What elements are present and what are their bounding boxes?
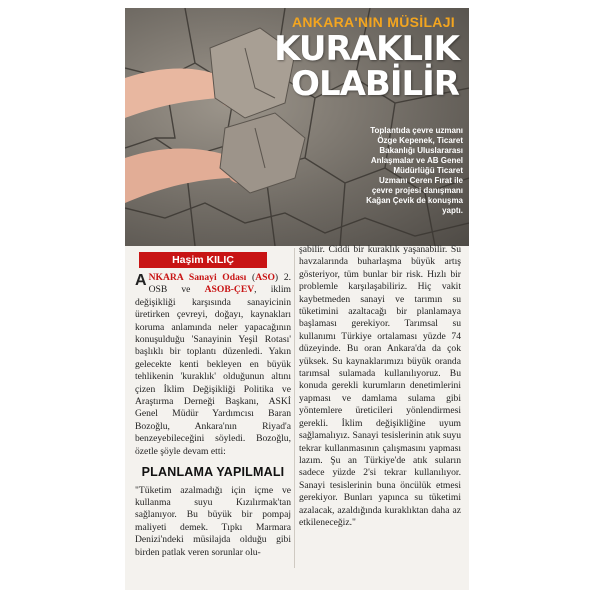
photo-caption: Toplantıda çevre uzmanı Özge Kepenek, Ticaret Bakanlığı Uluslararası Anlaşmalar ve AB Genel Müdürlüğü Ticaret Uzmanı Ceren Fırat ile çevre projesi danışmanı Kağan Çevik de konuşma yaptı.	[366, 126, 463, 215]
lead-text-2: , iklim değişikliği karşısında sanayicinin üretirken çevreyi, doğayı, kaynakları koruma anlamında neler yapacağının konuşulduğu 'Sanayinin Yeşil Rotası' başlıklı bir toplantı düzenledi. Yakın gelecekte kenti bekleyen en büyük tehlikenin 'kuraklık' olduğunun altını çizen İklim Değişikliği Politika ve Araştırma Derneği Başkanı, ASKİ Genel Müdür Yardımcısı Baran Bozoğlu, Ankara'nın Riyad'a benzeyebileceğini söyledi. Bozoğlu, özetle şöyle devam etti:	[135, 284, 291, 457]
org-name-asob-cev: ASOB-ÇEV	[204, 284, 255, 296]
drought-photo	[125, 8, 469, 246]
org-name-aso: NKARA Sanayi Odası	[148, 272, 247, 283]
article-column-left	[135, 272, 291, 559]
column-divider	[294, 248, 295, 568]
headline-line-2: OLABİLİR	[291, 64, 459, 104]
newspaper-clipping	[125, 8, 469, 590]
org-abbr-aso: ASO	[255, 272, 275, 283]
article-column-right	[299, 244, 461, 529]
body-text-right: şabilir. Ciddi bir kuraklık yaşanabilir. Su havzalarında buharlaşma büyük artış gösteriyor, tüm bunlar bir risk. Hızlı bir problemle karşılaşabiliriz. Hiç vakit kaybetmeden sanayi ve tarımın su tüketimini azaltacağı bir planlamaya başlaması gerekiyor. Tarımsal su kullanımı Türkiye ortalaması yüzde 74 düzeyinde. Bu oran Ankara'da da çok yüksek. Su kaynaklarımızı büyük oranda tarımsal sulamada kullanılıyoruz. Bu konuda gerekli kurumların denetimlerini yapması ve damlama sulama gibi yöntemlere üreticileri yönlendirmesi gerekli. İklim değişikliğine uyum sağlamalıyız. Sanayi tesislerinin atık suyu tekrar kullanmasının çalışmasını yapması lazım. Şu an Türkiye'de atık suların sadece yüzde 2'si tekrar kullanılıyor. Sanayi tesislerinin buna öncülük etmesi gerekiyor. Bunları yapınca su tüketimi azalacak, azaldığında kuraklıktan daha az etkileneceğiz."	[299, 244, 461, 528]
article-headline	[274, 29, 459, 104]
author-byline: Haşim KILIÇ	[139, 252, 267, 268]
body-text-left: "Tüketim azalmadığı için içme ve kullanma suyu Kızılırmak'tan sağlanıyor. Bu büyük bir pompaj maliyeti demek. Tıpkı Marmara Denizi'ndeki müsilajda olduğu gibi birden patlak veren sorunlar olu-	[135, 484, 291, 558]
article-kicker: ANKARA'NIN MÜSİLAJI	[291, 14, 455, 30]
lead-paragraph: ANKARA Sanayi Odası (ASO) 2. OSB ve ASOB-ÇEV, iklim değişikliği karşısında sanayicinin üretirken çevreyi, doğayı, kaynakları koruma anlamında neler yapacağının konuşulduğu 'Sanayinin Yeşil Rotası' başlıklı bir toplantı düzenledi. Yakın gelecekte kenti bekleyen en büyük tehlikenin 'kuraklık' olduğunun altını çizen İklim Değişikliği Politika ve Araştırma Derneği Başkanı, ASKİ Genel Müdür Yardımcısı Baran Bozoğlu, Ankara'nın Riyad'a benzeyebileceğini söyledi. Bozoğlu, özetle şöyle devam etti:	[135, 272, 292, 457]
drop-cap: A	[135, 272, 147, 289]
lead-text-1: 2. OSB ve	[148, 272, 292, 296]
section-subhead: PLANLAMA YAPILMALI	[141, 465, 285, 480]
headline-line-1: KURAKLIK	[274, 29, 459, 69]
